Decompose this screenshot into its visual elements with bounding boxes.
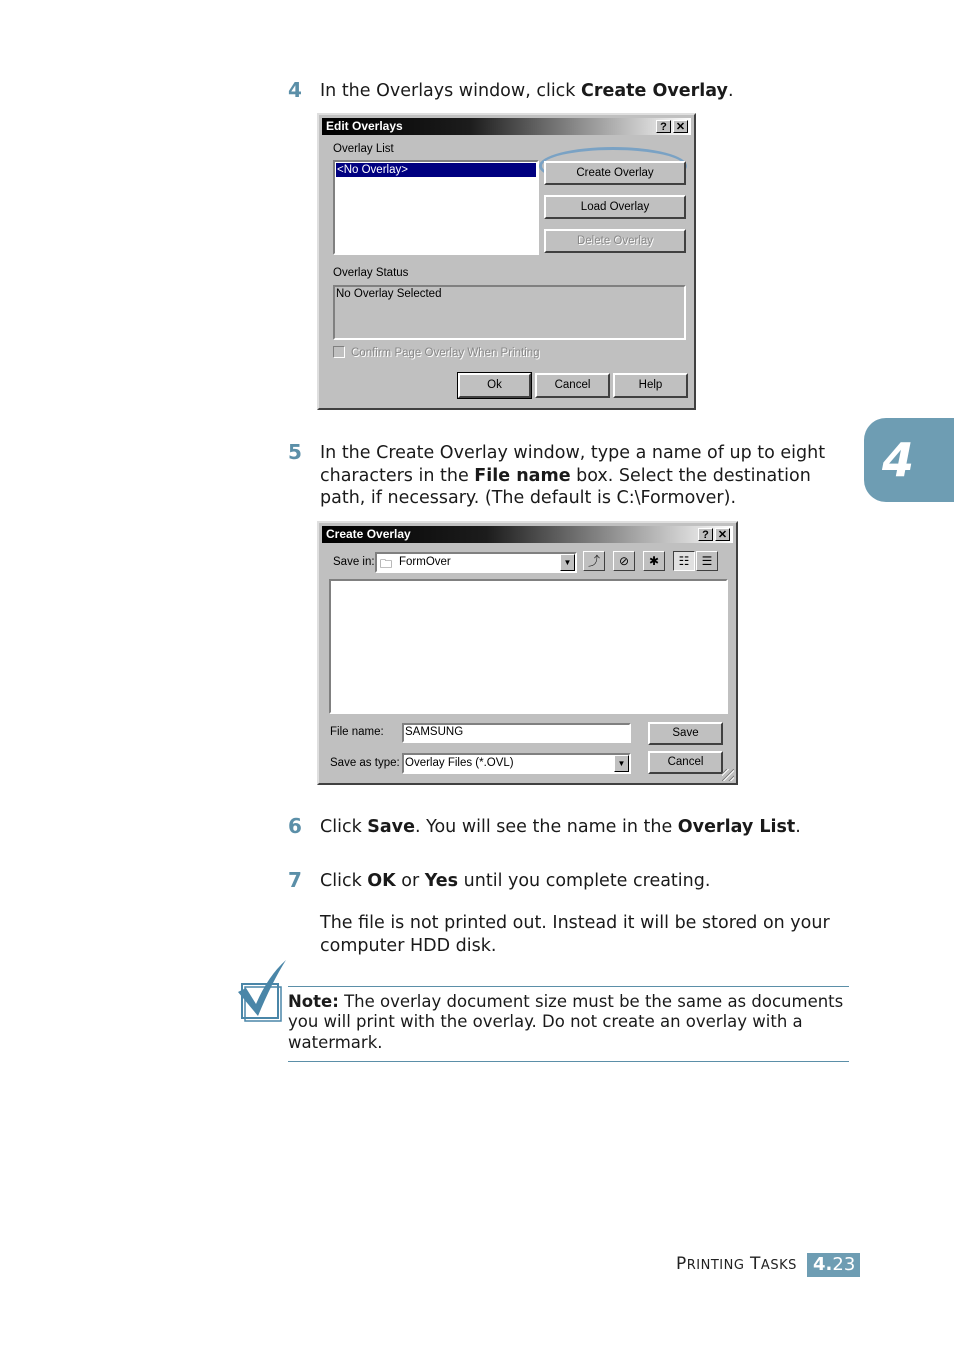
cancel-button[interactable]: Cancel [648, 751, 723, 774]
step-7-text [320, 870, 850, 893]
confirm-label: Confirm Page Overlay When Printing [351, 347, 540, 359]
note-body: The overlay document size must be the same as documents you will print with the overlay. Do not create an overlay with a watermark. [288, 992, 844, 1052]
confirm-checkbox[interactable] [333, 346, 345, 358]
overlay-list-item[interactable]: <No Overlay> [336, 163, 536, 177]
create-overlay-title: Create Overlay [326, 527, 411, 541]
save-in-value: FormOver [399, 556, 451, 568]
load-overlay-button[interactable]: Load Overlay [544, 195, 686, 219]
save-as-type-label: Save as type: [330, 757, 400, 769]
step-4-text [320, 80, 850, 103]
step-7-pre: Click [320, 871, 368, 891]
ok-button[interactable]: Ok [458, 373, 531, 398]
close-icon[interactable]: ✕ [673, 120, 688, 133]
step-5-pre: In the Create Overlay window, type a name of up to eight characters in the [320, 443, 826, 486]
footer-t: T [750, 1254, 761, 1274]
note-top-rule [288, 986, 849, 987]
step-number-5: 5 [288, 440, 302, 464]
checkmark-note-icon [236, 958, 290, 1022]
step-5-text [320, 442, 850, 510]
delete-overlay-button[interactable]: Delete Overlay [544, 229, 686, 253]
help-icon[interactable]: ? [656, 120, 671, 133]
footer-rinting: RINTING [686, 1258, 745, 1273]
step-4-pre: In the Overlays window, click [320, 81, 581, 101]
file-name-input[interactable] [402, 723, 631, 743]
create-overlay-dialog [317, 521, 738, 785]
edit-overlays-dialog [317, 113, 696, 410]
page-prefix: 4. [813, 1254, 833, 1275]
overlay-status-label: Overlay Status [333, 267, 409, 279]
note-bottom-rule [288, 1061, 849, 1062]
step-6-pre: Click [320, 817, 368, 837]
footer-asks: ASKS [760, 1258, 797, 1273]
help-button[interactable]: Help [613, 373, 688, 398]
step-number-6: 6 [288, 814, 302, 838]
page-number-badge [807, 1253, 860, 1277]
resize-grip-icon[interactable] [722, 769, 734, 781]
create-overlay-titlebar [322, 526, 733, 543]
file-name-value: SAMSUNG [405, 726, 464, 738]
chapter-tab: 4 [864, 418, 954, 502]
step-number-4: 4 [288, 78, 302, 102]
footer-section-title [676, 1254, 797, 1274]
edit-overlays-titlebar [322, 118, 691, 135]
page-num: 23 [832, 1254, 856, 1275]
step-number-7: 7 [288, 868, 302, 892]
new-folder-icon[interactable]: ✱ [643, 551, 665, 571]
help-icon[interactable]: ? [698, 528, 713, 541]
step-7-post: until you complete creating. [458, 871, 711, 891]
step-6-post: . [795, 817, 801, 837]
step-7-extra: The file is not printed out. Instead it will be stored on your computer HDD disk. [320, 913, 830, 956]
overlay-list[interactable] [333, 160, 539, 255]
step-6-text [320, 816, 850, 839]
file-list-area[interactable] [329, 579, 728, 714]
step-6-bold2: Overlay List [677, 817, 796, 837]
overlay-status-text: No Overlay Selected [336, 288, 442, 300]
up-folder-icon[interactable]: ⤴ [583, 551, 605, 571]
list-view-icon[interactable]: ☷ [673, 551, 695, 571]
close-icon[interactable]: ✕ [715, 528, 730, 541]
overlay-status-box [333, 285, 686, 340]
footer-p: P [676, 1254, 687, 1274]
edit-overlays-title: Edit Overlays [326, 119, 403, 133]
cancel-button[interactable]: Cancel [535, 373, 610, 398]
step-7-mid: or [395, 871, 425, 891]
dropdown-arrow-icon[interactable]: ▼ [614, 755, 629, 772]
save-in-label: Save in: [333, 556, 375, 568]
step-5-bold: File name [474, 465, 571, 486]
folder-icon: 🗀 [380, 557, 393, 571]
step-7-bold: OK [367, 871, 396, 891]
save-button[interactable]: Save [648, 722, 723, 745]
note-text [288, 992, 853, 1053]
step-4-bold: Create Overlay [581, 81, 728, 101]
desktop-icon[interactable]: ⊘ [613, 551, 635, 571]
file-name-label: File name: [330, 726, 384, 738]
save-in-select[interactable] [375, 552, 577, 573]
step-6-mid: . You will see the name in the [414, 817, 678, 837]
details-view-icon[interactable]: ☰ [696, 551, 718, 571]
save-as-type-value: Overlay Files (*.OVL) [405, 757, 514, 769]
step-6-bold: Save [367, 817, 415, 837]
overlay-list-label: Overlay List [333, 143, 394, 155]
save-as-type-select[interactable] [402, 753, 631, 774]
dropdown-arrow-icon[interactable]: ▼ [560, 554, 575, 571]
step-4-post: . [727, 81, 734, 101]
note-label: Note: [288, 992, 339, 1011]
step-7-bold2: Yes [424, 871, 459, 891]
step-5-post: box. Select the destination path, if necessary. (The default is C:\Formover). [320, 465, 811, 508]
create-overlay-button[interactable]: Create Overlay [544, 161, 686, 185]
